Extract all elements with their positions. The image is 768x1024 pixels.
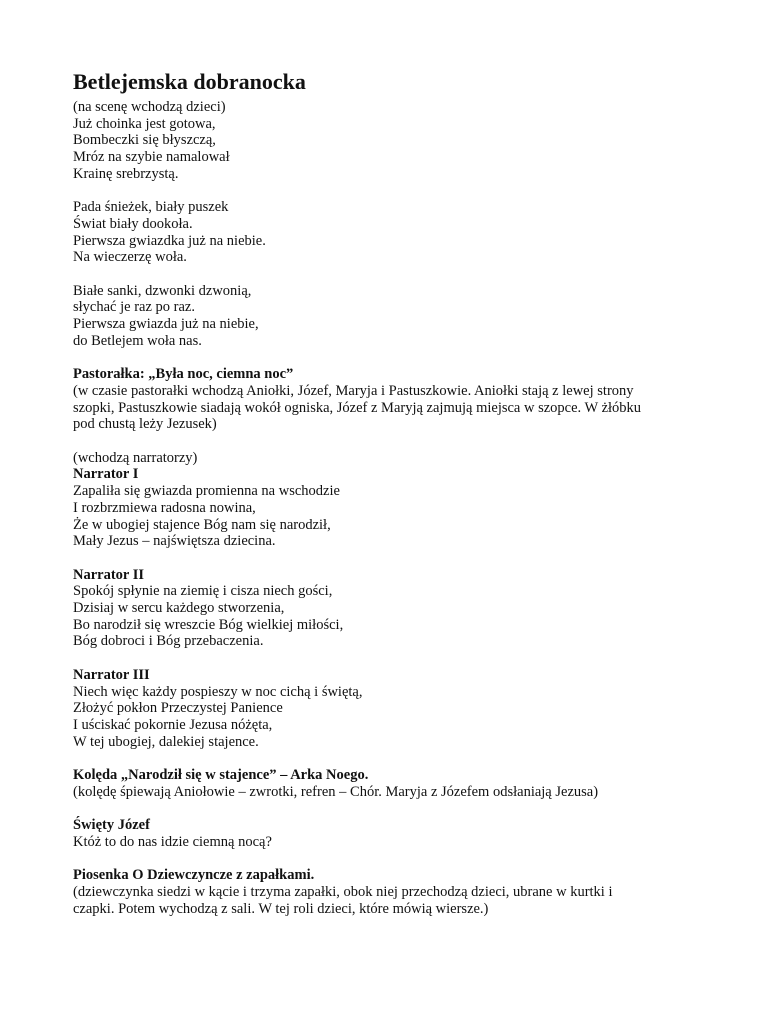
verse-line: Pada śnieżek, biały puszek xyxy=(73,199,229,216)
narrator-3-section xyxy=(73,667,713,751)
verse-line: Bo narodził się wreszcie Bóg wielkiej miłości, xyxy=(73,616,344,633)
verse-line: Któż to do nas idzie ciemną nocą? xyxy=(73,833,272,850)
section-heading: Narrator I xyxy=(73,466,139,483)
verse-line: Złożyć pokłon Przeczystej Panience xyxy=(73,700,283,717)
verse-line: do Betlejem woła nas. xyxy=(73,332,202,349)
stanza-2 xyxy=(73,199,713,266)
stage-direction: (w czasie pastorałki wchodzą Aniołki, Józef, Maryja i Pastuszkowie. Aniołki stają z lewej strony xyxy=(73,382,634,399)
verse-line: Że w ubogiej stajence Bóg nam się narodził, xyxy=(73,516,331,533)
verse-line: Na wieczerzę woła. xyxy=(73,249,187,266)
stage-direction: czapki. Potem wychodzą z sali. W tej roli dzieci, które mówią wiersze.) xyxy=(73,900,489,917)
verse-line: Krainę srebrzystą. xyxy=(73,165,179,182)
stage-direction: pod chustą leży Jezusek) xyxy=(73,416,217,433)
verse-line: Pierwsza gwiazdka już na niebie. xyxy=(73,232,266,249)
stage-direction: (na scenę wchodzą dzieci) xyxy=(73,99,226,115)
verse-line: Świat biały dookoła. xyxy=(73,215,193,232)
section-heading: Kolęda „Narodził się w stajence” – Arka Noego. xyxy=(73,767,369,784)
stanza-3 xyxy=(73,283,713,350)
piosenka-section xyxy=(73,867,713,917)
narrator-1-section xyxy=(73,450,713,550)
pastoralka-section xyxy=(73,366,713,433)
verse-line: Bombeczki się błyszczą, xyxy=(73,132,216,149)
section-heading: Narrator III xyxy=(73,666,150,683)
narrator-2-section xyxy=(73,567,713,651)
koleda-section xyxy=(73,767,713,800)
verse-line: Bóg dobroci i Bóg przebaczenia. xyxy=(73,633,264,650)
verse-line: Spokój spłynie na ziemię i cisza niech gości, xyxy=(73,583,333,600)
verse-line: Pierwsza gwiazda już na niebie, xyxy=(73,316,259,333)
section-heading: Narrator II xyxy=(73,566,145,583)
section-heading: Pastorałka: „Była noc, ciemna noc” xyxy=(73,366,294,383)
stage-direction: szopki, Pastuszkowie siadają wokół ogniska, Józef z Maryją zajmują miejsca w szopce. W żłóbku xyxy=(73,399,642,416)
verse-line: Niech więc każdy pospieszy w noc cichą i świętą, xyxy=(73,683,363,700)
verse-line: Mały Jezus – najświętsza dziecina. xyxy=(73,533,276,550)
verse-line: Dzisiaj w sercu każdego stworzenia, xyxy=(73,600,285,617)
stage-direction: (dziewczynka siedzi w kącie i trzyma zapałki, obok niej przechodzą dzieci, ubrane w kurtki i xyxy=(73,883,613,900)
verse-line: Białe sanki, dzwonki dzwonią, xyxy=(73,282,252,299)
stage-direction: (wchodzą narratorzy) xyxy=(73,449,198,466)
verse-line: Mróz na szybie namalował xyxy=(73,149,230,166)
verse-line: I uściskać pokornie Jezusa nóżęta, xyxy=(73,716,273,733)
verse-line: Już choinka jest gotowa, xyxy=(73,115,216,132)
intro-stanza xyxy=(73,99,713,183)
document-title: Betlejemska dobranocka xyxy=(73,69,306,94)
verse-line: W tej ubogiej, dalekiej stajence. xyxy=(73,733,259,750)
verse-line: Zapaliła się gwiazda promienna na wschodzie xyxy=(73,483,340,500)
section-heading: Święty Józef xyxy=(73,817,150,834)
stage-direction: (kolędę śpiewają Aniołowie – zwrotki, refren – Chór. Maryja z Józefem odsłaniają Jezusa) xyxy=(73,783,599,800)
verse-line: I rozbrzmiewa radosna nowina, xyxy=(73,499,256,516)
document-page xyxy=(73,68,713,934)
verse-line: słychać je raz po raz. xyxy=(73,299,195,316)
section-heading: Piosenka O Dziewczyncze z zapałkami. xyxy=(73,867,315,884)
jozef-section xyxy=(73,817,713,850)
